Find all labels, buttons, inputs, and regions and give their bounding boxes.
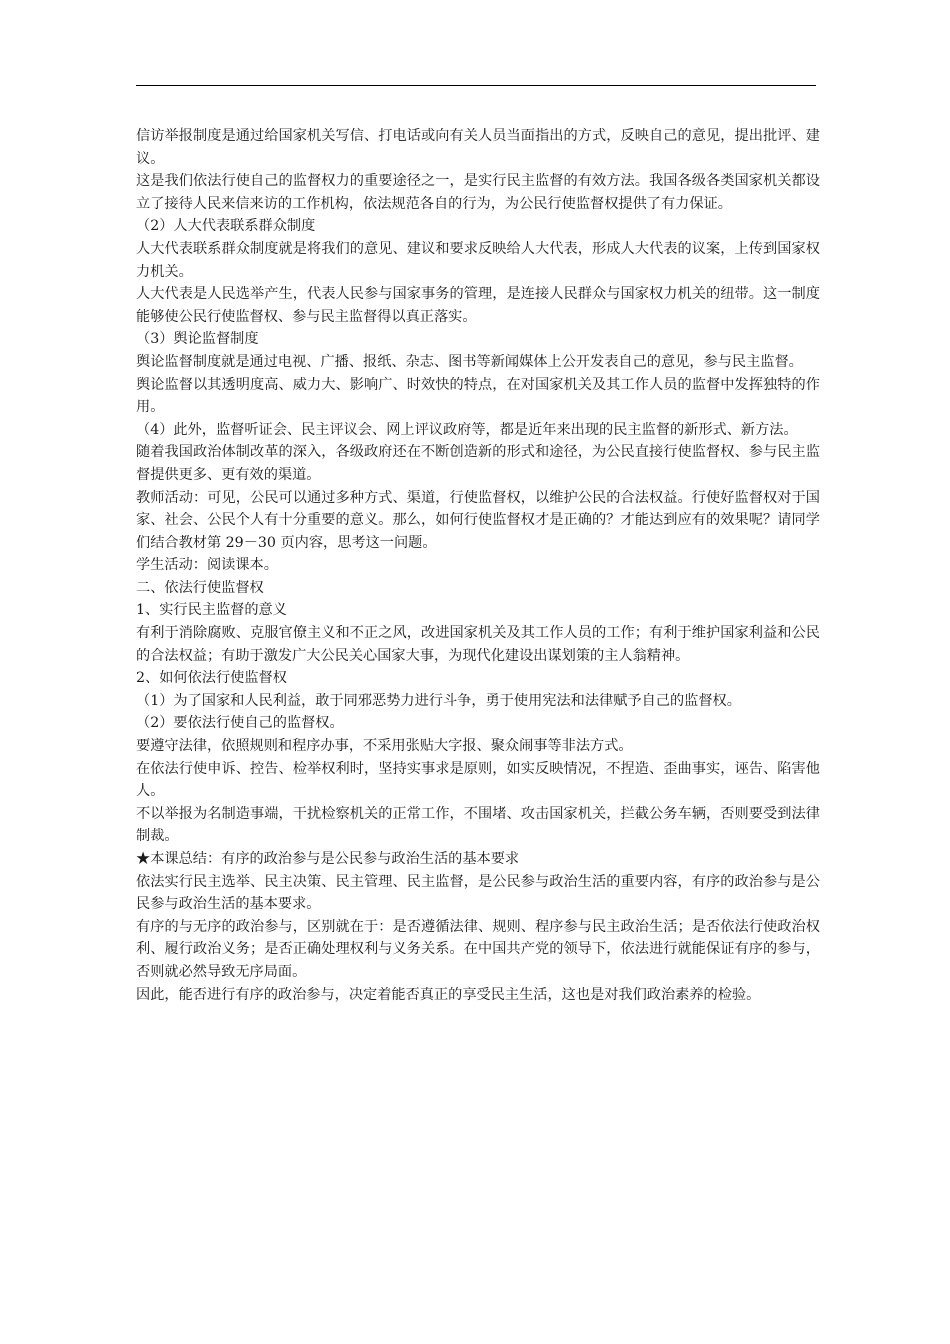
paragraph: 在依法行使申诉、控告、检举权利时，坚持实事求是原则，如实反映情况，不捏造、歪曲事实，诬告、陷害他人。 [136,760,820,800]
paragraph: 有序的与无序的政治参与，区别就在于：是否遵循法律、规则、程序参与民主政治生活；是否依法行使政治权利、履行政治义务；是否正确处理权利与义务关系。在中国共产党的领导下，依法进行就能保证有序的参与，否则就必然导致无序局面。 [136,918,820,980]
section-heading: 二、依法行使监督权 [136,579,264,596]
paragraph: 要遵守法律，依照规则和程序办事，不采用张贴大字报、聚众闹事等非法方式。 [136,738,633,755]
paragraph: 有利于消除腐败、克服官僚主义和不正之风，改进国家机关及其工作人员的工作；有利于维护国家利益和公民的合法权益；有助于激发广大公民关心国家大事，为现代化建设出谋划策的主人翁精神。 [136,625,820,664]
paragraph: 随着我国政治体制改革的深入，各级政府还在不断创造新的形式和途径，为公民直接行使监督权、参与民主监督提供更多、更有效的渠道。 [136,444,820,483]
section-heading: （3）舆论监督制度 [136,331,259,348]
section-heading: （2）人大代表联系群众制度 [136,218,316,235]
summary-heading: ★本课总结：有序的政治参与是公民参与政治生活的基本要求 [136,851,520,867]
paragraph: 不以举报为名制造事端，干扰检察机关的正常工作，不围堵、攻击国家机关，拦截公务车辆，否则要受到法律制裁。 [136,805,820,845]
paragraph: 这是我们依法行使自己的监督权力的重要途径之一，是实行民主监督的有效方法。我国各级各类国家机关都设立了接待人民来信来访的工作机构，依法规范各自的行为，为公民行使监督权提供了有力保证。 [136,173,820,212]
paragraph: 人大代表是人民选举产生，代表人民参与国家事务的管理，是连接人民群众与国家权力机关的纽带。这一制度能够使公民行使监督权、参与民主监督得以真正落实。 [136,286,820,325]
paragraph: 因此，能否进行有序的政治参与，决定着能否真正的享受民主生活，这也是对我们政治素养的检验。 [136,986,761,1003]
paragraph: （4）此外，监督听证会、民主评议会、网上评议政府等，都是近年来出现的民主监督的新形式、新方法。 [136,421,798,438]
paragraph: 教师活动：可见，公民可以通过多种方式、渠道，行使监督权，以维护公民的合法权益。行使好监督权对于国家、社会、公民个人有十分重要的意义。那么，如何行使监督权才是正确的？才能达到应有的效果呢？请同学们结合教材第 29－30 页内容，思考这一问题。 [136,489,820,551]
paragraph: 舆论监督以其透明度高、威力大、影响广、时效快的特点，在对国家机关及其工作人员的监督中发挥独特的作用。 [136,376,820,416]
paragraph: （2）要依法行使自己的监督权。 [136,715,344,732]
header-rule [136,85,816,86]
section-heading: 1、实行民主监督的意义 [136,602,287,619]
paragraph: （1）为了国家和人民利益，敢于同邪恶势力进行斗争，勇于使用宪法和法律赋予自己的监督权。 [136,692,741,709]
section-heading: 2、如何依法行使监督权 [136,670,287,687]
document-body [136,125,820,1006]
paragraph: 舆论监督制度就是通过电视、广播、报纸、杂志、图书等新闻媒体上公开发表自己的意见，参与民主监督。 [136,353,803,370]
paragraph: 学生活动：阅读课本。 [136,557,278,574]
paragraph: 信访举报制度是通过给国家机关写信、打电话或向有关人员当面指出的方式，反映自己的意见，提出批评、建议。 [136,128,820,167]
paragraph: 人大代表联系群众制度就是将我们的意见、建议和要求反映给人大代表，形成人大代表的议案，上传到国家权力机关。 [136,240,820,280]
paragraph: 依法实行民主选举、民主决策、民主管理、民主监督，是公民参与政治生活的重要内容，有序的政治参与是公民参与政治生活的基本要求。 [136,873,820,913]
